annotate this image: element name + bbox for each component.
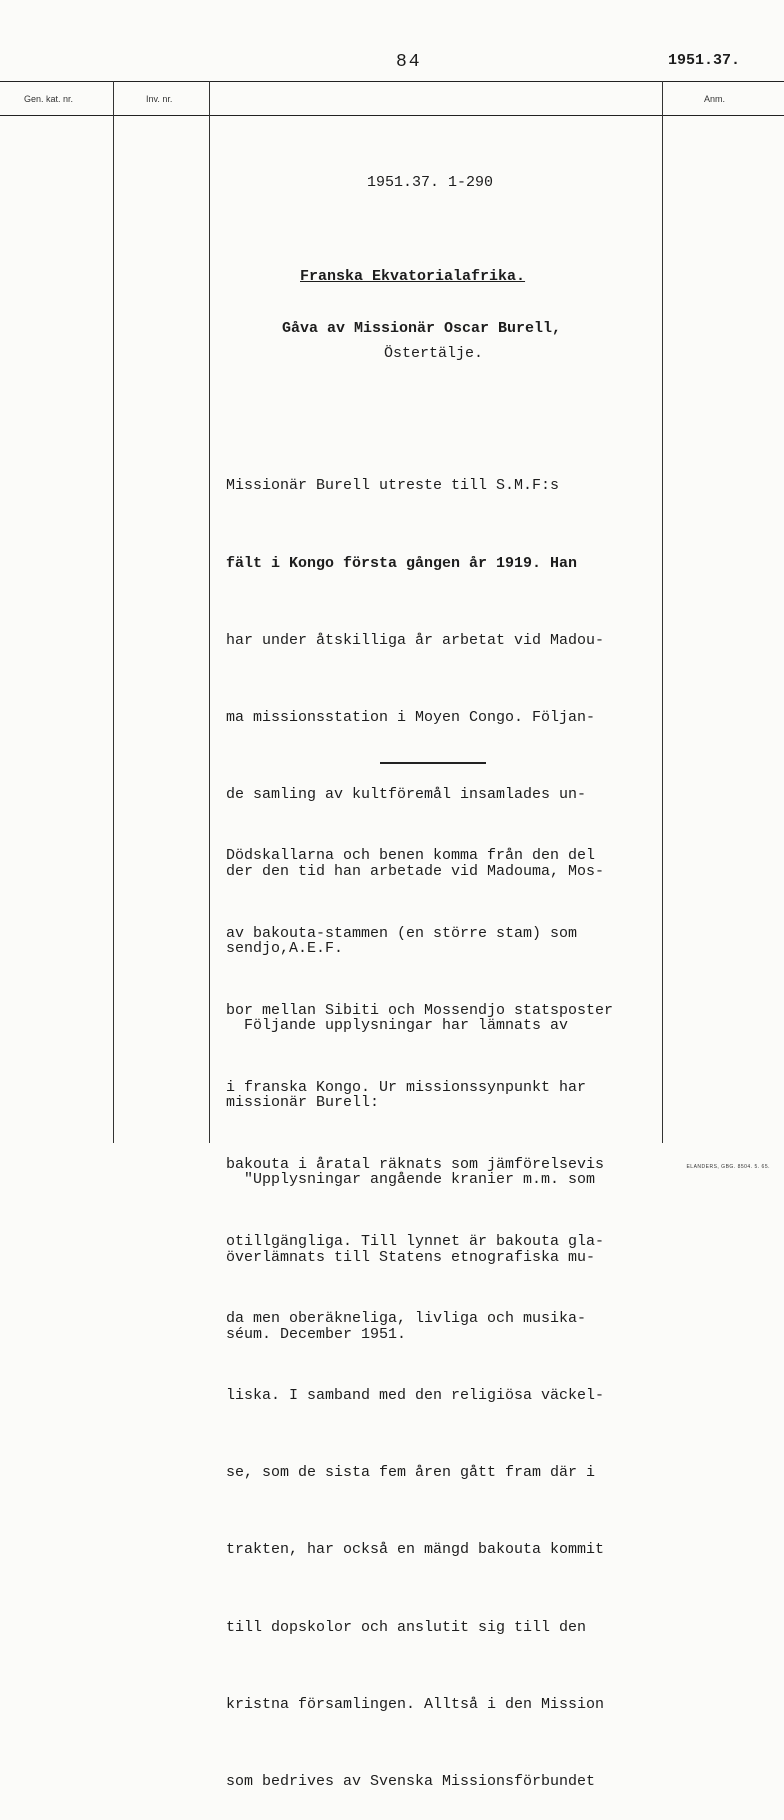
section-divider bbox=[380, 762, 486, 764]
text-line: trakten, har också en mängd bakouta kommit bbox=[226, 1541, 605, 1559]
region-title: Franska Ekvatorialafrika. bbox=[300, 268, 526, 285]
catalog-range: 1951.37. 1-290 bbox=[367, 174, 494, 191]
text-line: bor mellan Sibiti och Mossendjo statsposter bbox=[226, 1001, 614, 1019]
text-line: till dopskolor och anslutit sig till den bbox=[226, 1618, 587, 1636]
column-header-anm: Anm. bbox=[704, 94, 726, 104]
text-line: de samling av kultföremål insamlades un- bbox=[226, 785, 587, 803]
text-line: har under åtskilliga år arbetat vid Madou- bbox=[226, 631, 605, 649]
page-number: 84 bbox=[396, 52, 422, 72]
text-line: sendjo,A.E.F. bbox=[226, 940, 344, 958]
text-line: i franska Kongo. Ur missionssynpunkt har bbox=[226, 1078, 587, 1096]
column-divider-1 bbox=[113, 81, 114, 1143]
text-line: av bakouta-stammen (en större stam) som bbox=[226, 924, 578, 942]
text-line: bakouta i åratal räknats som jämförelsevis bbox=[226, 1155, 605, 1173]
text-line: Dödskallarna och benen komma från den del bbox=[226, 847, 596, 865]
text-line: missionär Burell: bbox=[226, 1094, 380, 1112]
catalog-id: 1951.37. bbox=[668, 52, 741, 69]
paragraph-2 bbox=[226, 792, 613, 1820]
text-line: överlämnats till Statens etnografiska mu- bbox=[226, 1248, 596, 1266]
text-line: séum. December 1951. bbox=[226, 1325, 407, 1343]
text-line: fält i Kongo första gången år 1919. Han bbox=[226, 554, 578, 572]
text-line: liska. I samband med den religiösa väckel- bbox=[226, 1387, 605, 1405]
text-line: der den tid han arbetade vid Madouma, Mos- bbox=[226, 862, 605, 880]
text-line: da men oberäkneliga, livliga och musika- bbox=[226, 1310, 587, 1328]
top-rule bbox=[0, 81, 784, 82]
column-divider-3 bbox=[662, 81, 663, 1143]
column-header-inv: Inv. nr. bbox=[146, 94, 173, 104]
printer-imprint: ELANDERS, GBG. 8504. 5. 65. bbox=[686, 1164, 770, 1170]
text-line: Följande upplysningar har lämnats av bbox=[226, 1017, 569, 1035]
donor-line: Gåva av Missionär Oscar Burell, bbox=[282, 320, 562, 337]
text-line: se, som de sista fem åren gått fram där i bbox=[226, 1464, 596, 1482]
header-bottom-rule bbox=[0, 115, 784, 116]
text-line: som bedrives av Svenska Missionsförbundet bbox=[226, 1772, 596, 1790]
donor-city: Östertälje. bbox=[384, 345, 484, 362]
column-divider-2 bbox=[209, 81, 210, 1143]
text-line: Missionär Burell utreste till S.M.F:s bbox=[226, 477, 560, 495]
text-line: otillgängliga. Till lynnet är bakouta gla- bbox=[226, 1232, 605, 1250]
text-line: ma missionsstation i Moyen Congo. Följan- bbox=[226, 708, 596, 726]
column-header-gen-kat: Gen. kat. nr. bbox=[24, 94, 74, 104]
text-line: kristna församlingen. Alltså i den Mission bbox=[226, 1695, 605, 1713]
text-line: "Upplysningar angående kranier m.m. som bbox=[226, 1171, 596, 1189]
